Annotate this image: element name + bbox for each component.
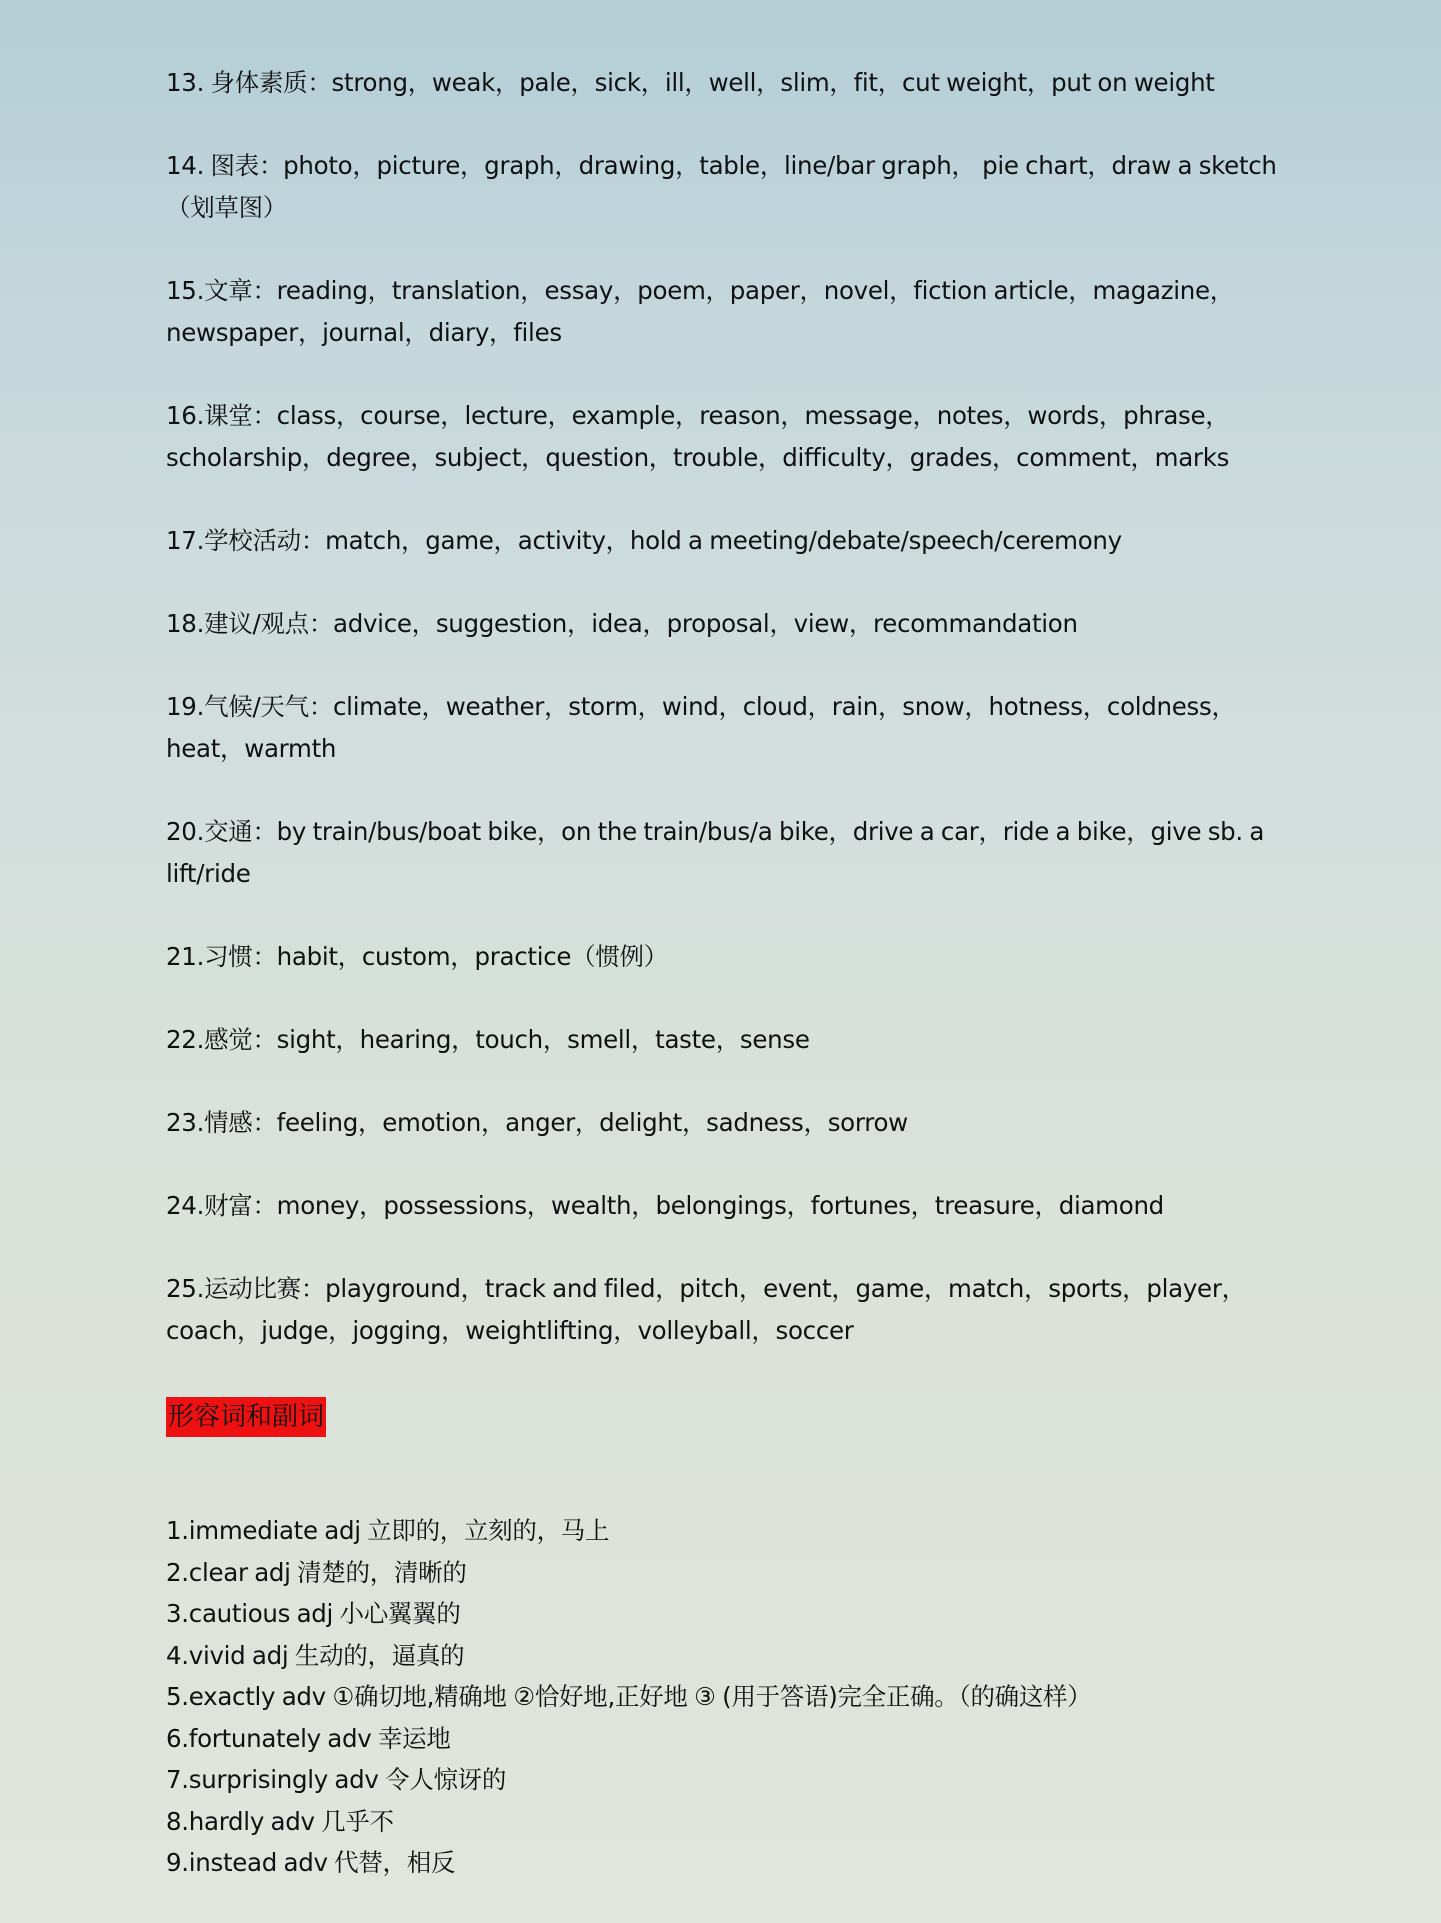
adj-adv-item-2: 2.clear adj 清楚的，清晰的 — [166, 1557, 467, 1587]
adj-adv-item-4: 4.vivid adj 生动的，逼真的 — [166, 1640, 465, 1670]
vocab-item-23: 23.情感：feeling，emotion，anger，delight，sadness，sorrow — [166, 1108, 908, 1137]
section-title: 形容词和副词 — [166, 1397, 326, 1437]
vocab-item-18: 18.建议/观点：advice，suggestion，idea，proposal，view，recommandation — [166, 609, 1078, 638]
vocab-item-25: 25.运动比赛：playground，track and filed，pitch，event，game，match，sports，player，coach，judge，jogging，weightlifting，volleyball，soccer — [166, 1274, 1246, 1345]
vocab-item-14: 14. 图表：photo，picture，graph，drawing，table，line/bar graph， pie chart，draw a sketch（划草图） — [166, 151, 1277, 222]
vocab-item-22: 22.感觉：sight，hearing，touch，smell，taste，sense — [166, 1025, 810, 1054]
vocab-item-19: 19.气候/天气：climate，weather，storm，wind，cloud，rain，snow，hotness，coldness，heat，warmth — [166, 692, 1236, 763]
vocab-item-13: 13. 身体素质：strong，weak，pale，sick，ill，well，slim，fit，cut weight，put on weight — [166, 68, 1215, 97]
vocab-item-21: 21.习惯：habit，custom，practice（惯例） — [166, 942, 668, 971]
adj-adv-item-5: 5.exactly adv ①确切地,精确地 ②恰好地,正好地 ③ (用于答语)完全正确。（的确这样） — [166, 1682, 1092, 1711]
adj-adv-item-6: 6.fortunately adv 幸运地 — [166, 1723, 451, 1753]
vocab-list — [166, 62, 1281, 1352]
vocab-item-15: 15.文章：reading，translation，essay，poem，paper，novel，fiction article，magazine，newspaper，journal，diary，files — [166, 276, 1234, 347]
adj-adv-item-1: 1.immediate adj 立即的，立刻的，马上 — [166, 1516, 610, 1545]
adj-adv-item-8: 8.hardly adv 几乎不 — [166, 1806, 394, 1836]
section-header — [166, 1397, 1281, 1437]
document-page — [166, 62, 1281, 1884]
vocab-item-16: 16.课堂：class，course，lecture，example，reason，message，notes，words，phrase，scholarship，degree，subject，question，trouble，difficulty，grades，comment，marks — [166, 401, 1230, 472]
vocab-item-17: 17.学校活动：match，game，activity，hold a meeting/debate/speech/ceremony — [166, 526, 1122, 555]
vocab-item-20: 20.交通：by train/bus/boat bike，on the train/bus/a bike，drive a car，ride a bike，give sb. a lift/ride — [166, 817, 1265, 888]
adj-adv-item-7: 7.surprisingly adv 令人惊讶的 — [166, 1765, 507, 1794]
adj-adv-list — [166, 1510, 1281, 1884]
adj-adv-item-3: 3.cautious adj 小心翼翼的 — [166, 1599, 461, 1628]
adj-adv-item-9: 9.instead adv 代替，相反 — [166, 1848, 456, 1877]
vocab-item-24: 24.财富：money，possessions，wealth，belongings，fortunes，treasure，diamond — [166, 1191, 1164, 1220]
